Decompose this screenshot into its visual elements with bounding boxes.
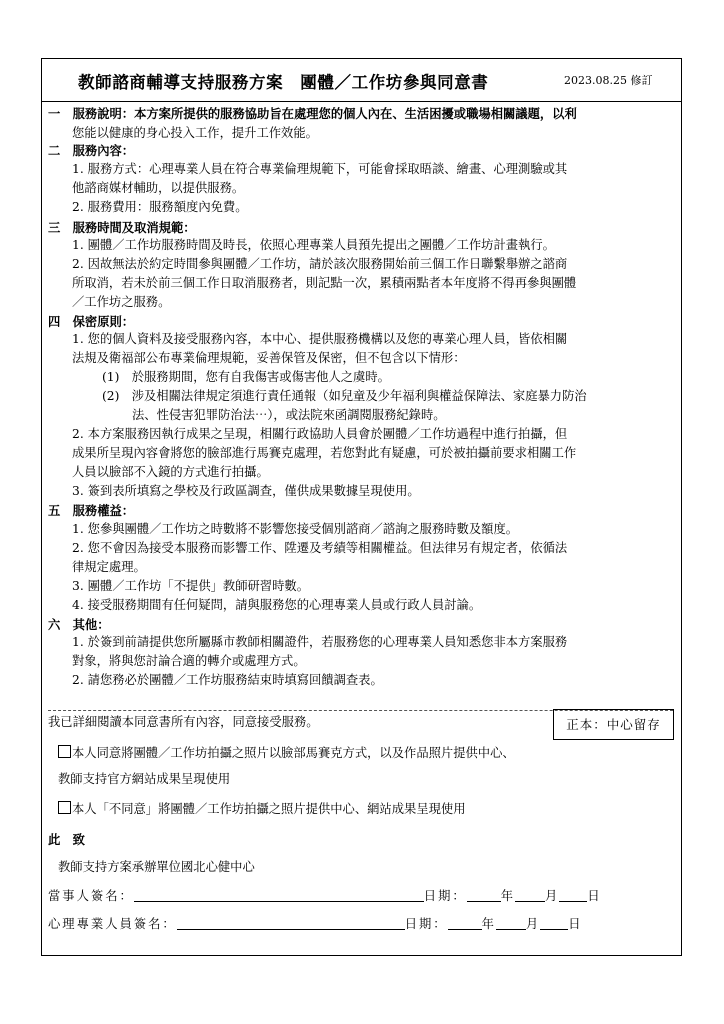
client-signature-label: 當事人簽名：: [48, 889, 134, 903]
section-1-heading: 一 服務說明：本方案所提供的服務協助旨在處理您的個人內在、生活困擾或職場相關議題，以利: [48, 106, 577, 121]
body-line: 1. 您的個人資料及接受服務內容，本中心、提供服務機構以及您的專業心理人員，皆依相關: [72, 332, 568, 346]
body-line: 法、性侵害犯罪防治法⋯），或法院來函調閱服務紀錄時。: [132, 408, 446, 422]
option-agree-text: 本人同意將團體／工作坊拍攝之照片以臉部馬賽克方式，以及作品照片提供中心、: [72, 746, 515, 760]
client-year-label: 年: [500, 889, 516, 903]
counselor-year-field[interactable]: [448, 917, 482, 930]
agree-checkbox[interactable]: [58, 745, 71, 758]
body-line: 3. 簽到表所填寫之學校及行政區調查，僅供成果數據呈現使用。: [72, 484, 420, 498]
section-6-heading: 六 其他：: [48, 617, 110, 632]
counselor-signature-row: [48, 916, 583, 933]
body-line: 人員以臉部不入鏡的方式進行拍攝。: [72, 465, 269, 479]
option-agree-continued: 教師支持官方網站成果呈現使用: [58, 772, 231, 786]
body-line: 2. 請您務必於團體／工作坊服務結束時填寫回饋調查表。: [72, 673, 383, 687]
salutation: 此 致: [48, 832, 85, 847]
counselor-day-label: 日: [568, 917, 583, 931]
body-line: 成果所呈現內容會將您的臉部進行馬賽克處理，若您對此有疑慮，可於被拍攝前要求相關工作: [72, 446, 577, 460]
body-line: 法規及衛福部公布專業倫理規範，妥善保管及保密，但不包含以下情形：: [72, 351, 466, 365]
client-signature-field[interactable]: [134, 889, 424, 902]
client-month-field[interactable]: [515, 889, 545, 902]
body-line: (2) 涉及相關法律規定須進行責任通報（如兒童及少年福利與權益保障法、家庭暴力防治: [102, 389, 587, 403]
page-title: 教師諮商輔導支持服務方案 團體／工作坊參與同意書: [78, 73, 489, 92]
client-date-label: 日期：: [423, 889, 467, 903]
option-disagree: [58, 801, 466, 818]
counselor-year-label: 年: [481, 917, 496, 931]
client-year-field[interactable]: [467, 889, 501, 902]
body-line: 1. 您參與團體／工作坊之時數將不影響您接受個別諮商／諮詢之服務時數及額度。: [72, 522, 519, 536]
body-line: 4. 接受服務期間有任何疑問，請與服務您的心理專業人員或行政人員討論。: [72, 598, 482, 612]
revision-date: 2023.08.25 修訂: [564, 74, 653, 87]
body-line: 2. 服務費用：服務額度內免費。: [72, 200, 248, 214]
consent-form: [41, 58, 682, 956]
body-line: 3. 團體／工作坊「不提供」教師研習時數。: [72, 579, 309, 593]
title-row: [42, 59, 681, 102]
body-line: 他諮商媒材輔助，以提供服務。: [72, 181, 245, 195]
client-signature-row: [48, 888, 602, 905]
body-line: (1) 於服務期間，您有自我傷害或傷害他人之虞時。: [102, 370, 390, 384]
body-line: 2. 因故無法於約定時間參與團體／工作坊，請於該次服務開始前三個工作日聯繫舉辦之諮商: [72, 257, 568, 271]
option-disagree-text: 本人「不同意」將團體／工作坊拍攝之照片提供中心、網站成果呈現使用: [72, 802, 466, 816]
body-line: 1. 於簽到前請提供您所屬縣市教師相關證件，若服務您的心理專業人員知悉您非本方案服務: [72, 635, 568, 649]
disagree-checkbox[interactable]: [58, 801, 71, 814]
body-line: 2. 本方案服務因執行成果之呈現，相關行政協助人員會於團體／工作坊過程中進行拍攝，但: [72, 427, 568, 441]
counselor-day-field[interactable]: [540, 917, 568, 930]
client-month-label: 月: [545, 889, 560, 903]
body-line: 律規定處理。: [72, 560, 146, 574]
body-line: 您能以健康的身心投入工作，提升工作效能。: [72, 126, 318, 140]
counselor-month-label: 月: [525, 917, 541, 931]
counselor-signature-label: 心理專業人員簽名：: [48, 917, 177, 931]
client-day-label: 日: [587, 889, 602, 903]
recipient: 教師支持方案承辦單位國北心健中心: [58, 860, 255, 874]
client-day-field[interactable]: [559, 889, 587, 902]
option-agree: [58, 745, 515, 762]
section-3-heading: 三 服務時間及取消規範：: [48, 220, 196, 235]
counselor-month-field[interactable]: [496, 917, 526, 930]
body-line: 1. 服務方式：心理專業人員在符合專業倫理規範下，可能會採取晤談、繪畫、心理測驗或其: [72, 162, 568, 176]
consent-statement: 我已詳細閱讀本同意書所有內容，同意接受服務。: [48, 715, 319, 729]
body-line: 1. 團體／工作坊服務時間及時長，依照心理專業人員預先提出之團體／工作坊計畫執行。: [72, 238, 555, 252]
section-2-heading: 二 服務內容：: [48, 143, 135, 158]
body-line: 對象，將與您討論合適的轉介或處理方式。: [72, 654, 306, 668]
body-line: 2. 您不會因為接受本服務而影響工作、陞遷及考績等相關權益。但法律另有規定者，依循法: [72, 541, 568, 555]
counselor-date-label: 日期：: [404, 917, 448, 931]
section-5-heading: 五 服務權益：: [48, 503, 135, 518]
body-line: 所取消，若未於前三個工作日取消服務者，則記點一次，累積兩點者本年度將不得再參與團體: [72, 276, 577, 290]
section-4-heading: 四 保密原則：: [48, 314, 135, 329]
original-copy-stamp: 正本：中心留存: [553, 709, 674, 740]
body-line: ／工作坊之服務。: [72, 295, 171, 309]
counselor-signature-field[interactable]: [177, 917, 405, 930]
